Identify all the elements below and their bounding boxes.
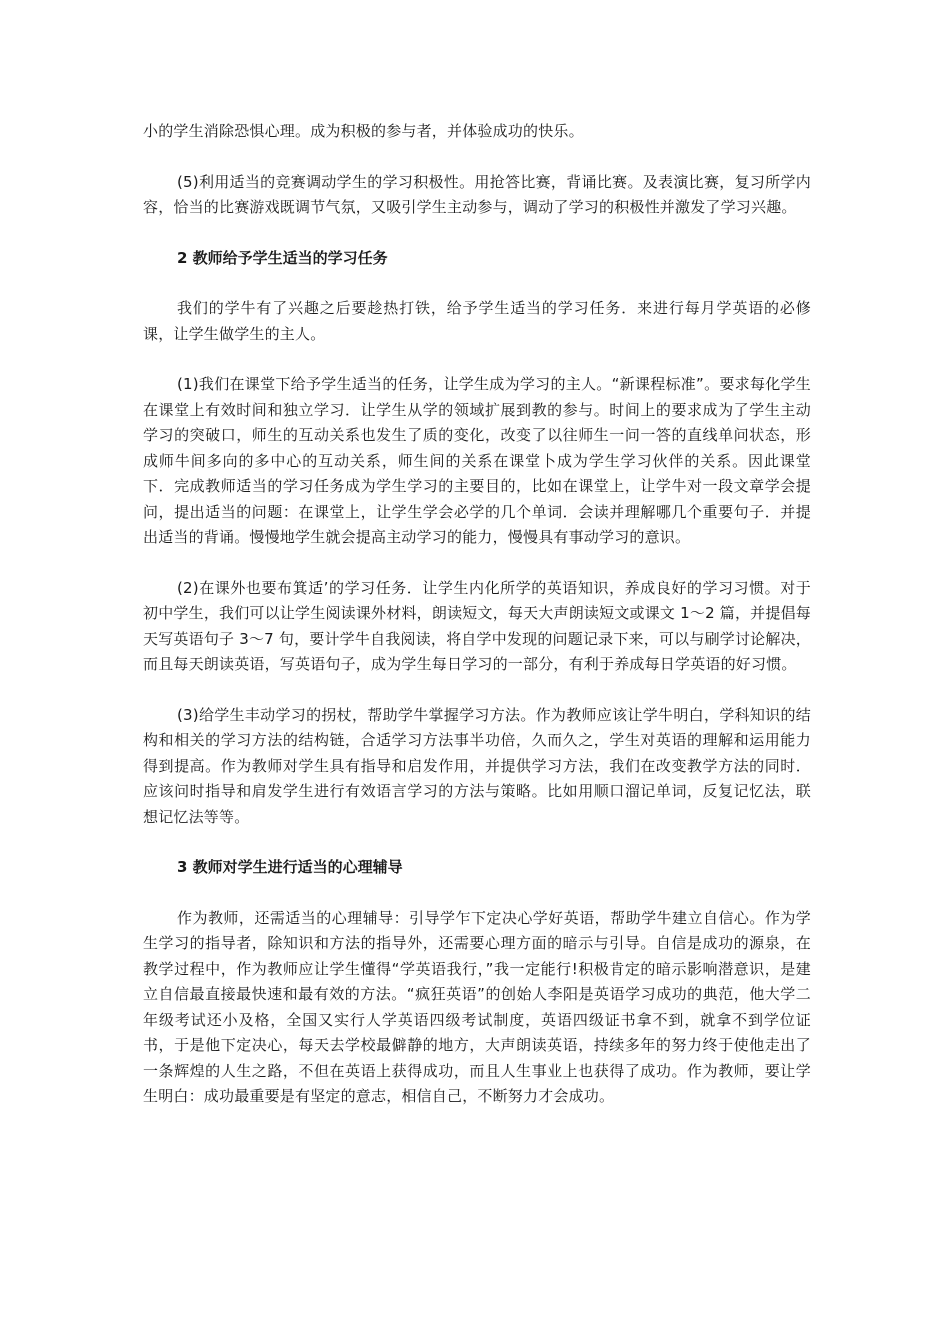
paragraph-section2-intro: 我们的学牛有了兴趣之后要趁热打铁，给予学生适当的学习任务．来进行每月学英语的必修课，让学生做学生的主人。 bbox=[143, 299, 811, 343]
paragraph-section2-item-3: (3)给学生丰动学习的拐杖，帮助学牛掌握学习方法。作为教师应该让学牛明白，学科知识的结构和相关的学习方法的结构链，合适学习方法事半功倍，久而久之，学生对英语的理解和运用能力得到提高。作为教师对学生具有指导和启发作用，并提供学习方法，我们在改变教学方法的同时．应该问时指导和肩发学生进行有效语言学习的方法与策略。比如用顺口溜记单词，反复记忆法，联想记忆法等等。 bbox=[143, 705, 811, 826]
document-body bbox=[143, 119, 811, 1110]
paragraph-section3: 作为教师，还需适当的心理辅导：引导学乍下定决心学好英语，帮助学牛建立自信心。作为学生学习的指导者，除知识和方法的指导外，还需要心理方面的暗示与引导。自信是成功的源泉，在教学过程中，作为教师应让学生懂得“学英语我行，”我一定能行!积极肯定的暗示影响潜意识，是建立自信最直接最快速和最有效的方法。“疯狂英语”的创始人李阳是英语学习成功的典范，他大学二年级考试还小及格，全国又实行人学英语四级考试制度，英语四级证书拿不到，就拿不到学位证书，于是他下定决心，每天去学校最僻静的地方，大声朗读英语，持续多年的努力终于使他走出了一条辉煌的人生之路，不但在英语上获得成功，而且人生事业上也获得了成功。作为教师，要让学生明白：成功最重要是有坚定的意志，相信自己，不断努力才会成功。 bbox=[143, 908, 811, 1105]
section-heading-3: 3 教师对学生进行适当的心理辅导 bbox=[177, 858, 403, 876]
section-heading-2: 2 教师给予学生适当的学习任务 bbox=[177, 248, 388, 267]
paragraph-section2-item-2: (2)在课外也要布箕适’的学习任务．让学生内化所学的英语知识，养成良好的学习习惯。对于初中学生，我们可以让学生阅读课外材料，朗读短文，每天大声朗读短文或课文 1～2 篇，并提倡每天写英语句子 3～7 句，要计学牛自我阅读，将自学中发现的问题记录下来，可以与刷学讨论解决，而且每天朗读英语，写英语句子，成为学生每日学习的一部分，有利于养成每日学英语的好习惯。 bbox=[143, 578, 811, 673]
paragraph-section2-item-1: (1)我们在课堂下给予学生适当的任务，让学生成为学习的主人。“新课程标准”。要求每化学生在课堂上有效时间和独立学习．让学生从学的领域扩展到教的参与。时间上的要求成为了学生主动学习的突破口，师生的互动关系也发生了质的变化，改变了以往师生一问一答的直线单问状态，形成师牛间多向的多中心的互动关系，师生间的关系在课堂卜成为学生学习伙伴的关系。因此课堂下．完成教师适当的学习任务成为学生学习的主要目的，比如在课堂上，让学牛对一段文章学会提问，提出适当的问题：在课堂上，让学生学会必学的几个单词．会读并理解哪几个重要句子．并提出适当的背诵。慢慢地学生就会提高主动学习的能力，慢慢具有事动学习的意识。 bbox=[143, 375, 811, 546]
paragraph-continuation: 小的学生消除恐惧心理。成为积极的参与者，并体验成功的快乐。 bbox=[143, 122, 584, 140]
paragraph-item-5: (5)利用适当的竞赛调动学生的学习积极性。用抢答比赛，背诵比赛。及表演比赛，复习所学内容，恰当的比赛游戏既调节气氛，又吸引学生主动参与，调动了学习的积极性并激发了学习兴趣。 bbox=[143, 172, 811, 216]
